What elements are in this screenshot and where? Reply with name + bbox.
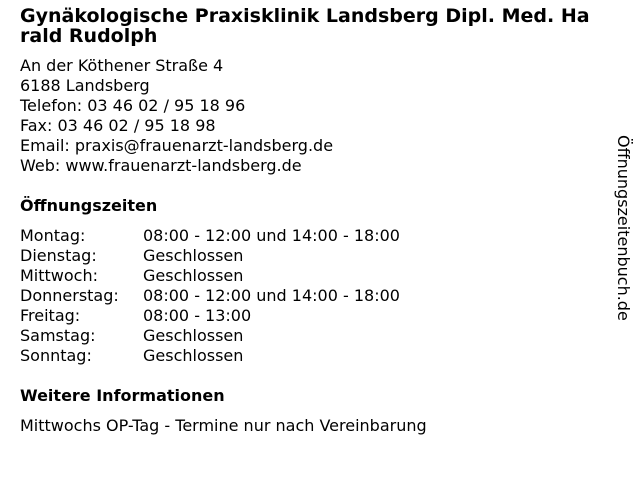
hours-row-sunday bbox=[20, 346, 600, 366]
day-label: Samstag: bbox=[20, 326, 96, 345]
hours-row-tuesday bbox=[20, 246, 600, 266]
day-hours: Geschlossen bbox=[143, 326, 244, 345]
practice-title: Gynäkologische Praxisklinik Landsberg Dipl. Med. Harald Rudolph bbox=[20, 5, 590, 47]
postal-city: 6188 Landsberg bbox=[20, 76, 150, 95]
hours-row-thursday bbox=[20, 286, 600, 306]
day-hours: 08:00 - 12:00 und 14:00 - 18:00 bbox=[143, 286, 400, 305]
opening-hours-heading: Öffnungszeiten bbox=[20, 196, 158, 215]
phone-number: Telefon: 03 46 02 / 95 18 96 bbox=[20, 96, 246, 115]
day-label: Mittwoch: bbox=[20, 266, 98, 285]
fax-number: Fax: 03 46 02 / 95 18 98 bbox=[20, 116, 216, 135]
day-label: Montag: bbox=[20, 226, 86, 245]
more-info-text: Mittwochs OP-Tag - Termine nur nach Vereinbarung bbox=[20, 416, 427, 435]
address-block bbox=[20, 56, 600, 176]
day-hours: Geschlossen bbox=[143, 346, 244, 365]
hours-row-saturday bbox=[20, 326, 600, 346]
day-label: Sonntag: bbox=[20, 346, 92, 365]
day-hours: 08:00 - 13:00 bbox=[143, 306, 252, 325]
hours-row-friday bbox=[20, 306, 600, 326]
hours-row-wednesday bbox=[20, 266, 600, 286]
day-label: Donnerstag: bbox=[20, 286, 119, 305]
opening-hours-list bbox=[20, 226, 600, 366]
day-hours: Geschlossen bbox=[143, 246, 244, 265]
hours-row-monday bbox=[20, 226, 600, 246]
day-label: Dienstag: bbox=[20, 246, 97, 265]
street-address: An der Köthener Straße 4 bbox=[20, 56, 224, 75]
day-label: Freitag: bbox=[20, 306, 81, 325]
email-address: Email: praxis@frauenarzt-landsberg.de bbox=[20, 136, 334, 155]
site-watermark-label: Öffnungszeitenbuch.de bbox=[614, 135, 633, 321]
day-hours: Geschlossen bbox=[143, 266, 244, 285]
website-address: Web: www.frauenarzt-landsberg.de bbox=[20, 156, 302, 175]
more-info-heading: Weitere Informationen bbox=[20, 386, 225, 405]
practice-info-card bbox=[20, 6, 600, 436]
day-hours: 08:00 - 12:00 und 14:00 - 18:00 bbox=[143, 226, 400, 245]
